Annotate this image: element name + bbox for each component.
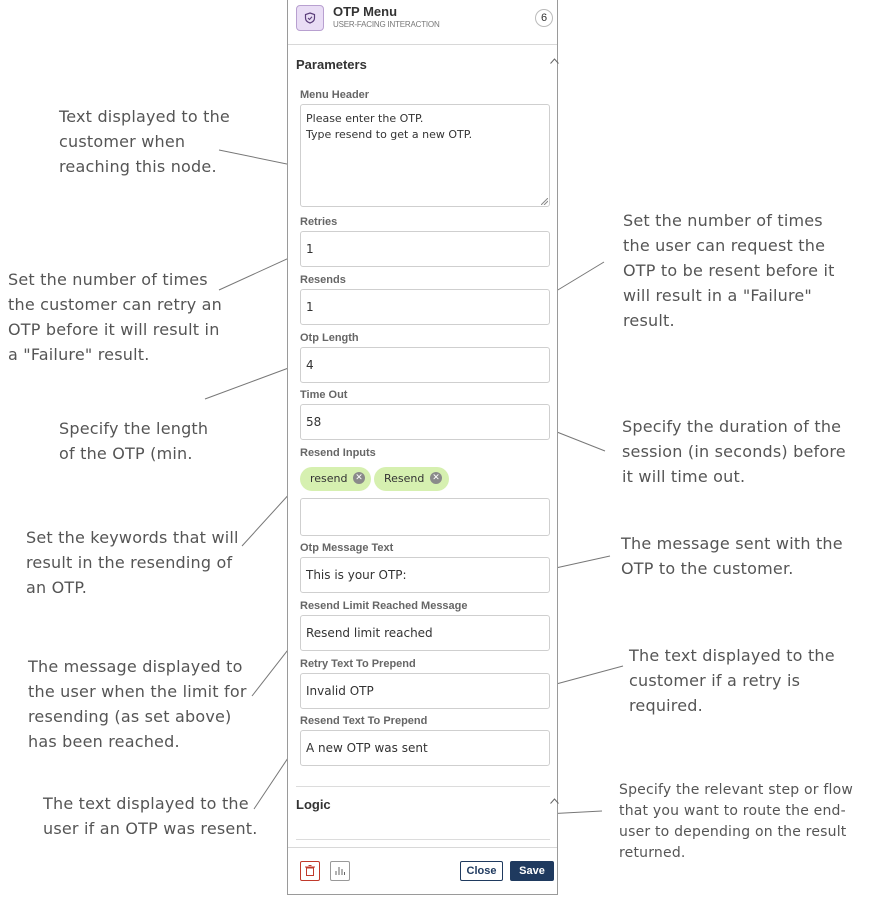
close-icon[interactable]: ✕: [353, 472, 365, 484]
shield-icon: [296, 5, 324, 31]
annotation-resend-text: The text displayed to the user if an OTP was resent.: [43, 794, 258, 838]
menu-header-label: Menu Header: [300, 89, 370, 101]
section-divider: [296, 839, 550, 840]
chevron-up-icon[interactable]: [550, 58, 559, 64]
annotation-otp-message: The message sent with the OTP to the customer.: [621, 534, 843, 578]
otp-menu-panel: [287, 0, 558, 895]
parameters-section-title[interactable]: Parameters: [296, 57, 367, 72]
close-icon[interactable]: ✕: [430, 472, 442, 484]
connector-resend-inputs: [242, 491, 292, 546]
otp-length-label: Otp Length: [300, 332, 359, 344]
resend-input-chip: [300, 467, 371, 491]
resend-limit-message-input[interactable]: Resend limit reached: [300, 615, 550, 651]
chip-label: resend: [310, 472, 348, 485]
time-out-input[interactable]: 58: [300, 404, 550, 440]
resend-text-label: Resend Text To Prepend: [300, 715, 428, 727]
chevron-up-icon[interactable]: [550, 798, 559, 804]
trash-icon[interactable]: [300, 861, 320, 881]
annotation-resend-limit: The message displayed to the user when the limit for resending (as set above) has been reached.: [28, 657, 247, 751]
annotation-resends: Set the number of times the user can request the OTP to be resent before it will result in a "Failure" result.: [623, 211, 835, 330]
node-badge: 6: [535, 9, 553, 27]
annotation-menu-header: Text displayed to the customer when reaching this node.: [59, 107, 230, 176]
node-title: OTP Menu: [333, 4, 398, 19]
panel-header: [288, 0, 557, 45]
retry-text-input[interactable]: Invalid OTP: [300, 673, 550, 709]
section-divider: [296, 786, 550, 787]
retries-label: Retries: [300, 216, 338, 228]
annotation-logic: Specify the relevant step or flow that you want to route the end- user to depending on the result returned.: [619, 782, 853, 861]
otp-message-text-input[interactable]: This is your OTP:: [300, 557, 550, 593]
resend-input-chip: [374, 467, 449, 491]
otp-length-input[interactable]: 4: [300, 347, 550, 383]
node-subtitle: USER-FACING INTERACTION: [333, 20, 440, 29]
logic-section-title[interactable]: Logic: [296, 797, 331, 812]
close-button[interactable]: Close: [460, 861, 503, 881]
resends-input[interactable]: 1: [300, 289, 550, 325]
chip-label: Resend: [384, 472, 425, 485]
resends-label: Resends: [300, 274, 346, 286]
resend-text-input[interactable]: A new OTP was sent: [300, 730, 550, 766]
annotation-time-out: Specify the duration of the session (in seconds) before it will time out.: [622, 417, 846, 486]
annotation-otp-length: Specify the length of the OTP (min.: [59, 419, 209, 463]
annotation-resend-inputs: Set the keywords that will result in the resending of an OTP.: [26, 528, 239, 597]
annotation-retry-text: The text displayed to the customer if a retry is required.: [629, 646, 835, 715]
time-out-label: Time Out: [300, 389, 348, 401]
save-button[interactable]: Save: [510, 861, 554, 881]
menu-header-textarea[interactable]: Please enter the OTP. Type resend to get a new OTP.: [300, 104, 550, 207]
otp-message-text-label: Otp Message Text: [300, 542, 394, 554]
resend-inputs-label: Resend Inputs: [300, 447, 376, 459]
annotation-retries: Set the number of times the customer can retry an OTP before it will result in a "Failure" result.: [8, 270, 223, 364]
resend-inputs-input[interactable]: [300, 498, 550, 536]
resize-handle-icon[interactable]: [541, 198, 548, 205]
bar-chart-icon[interactable]: [330, 861, 350, 881]
resend-limit-message-label: Resend Limit Reached Message: [300, 600, 468, 612]
retry-text-label: Retry Text To Prepend: [300, 658, 416, 670]
retries-input[interactable]: 1: [300, 231, 550, 267]
